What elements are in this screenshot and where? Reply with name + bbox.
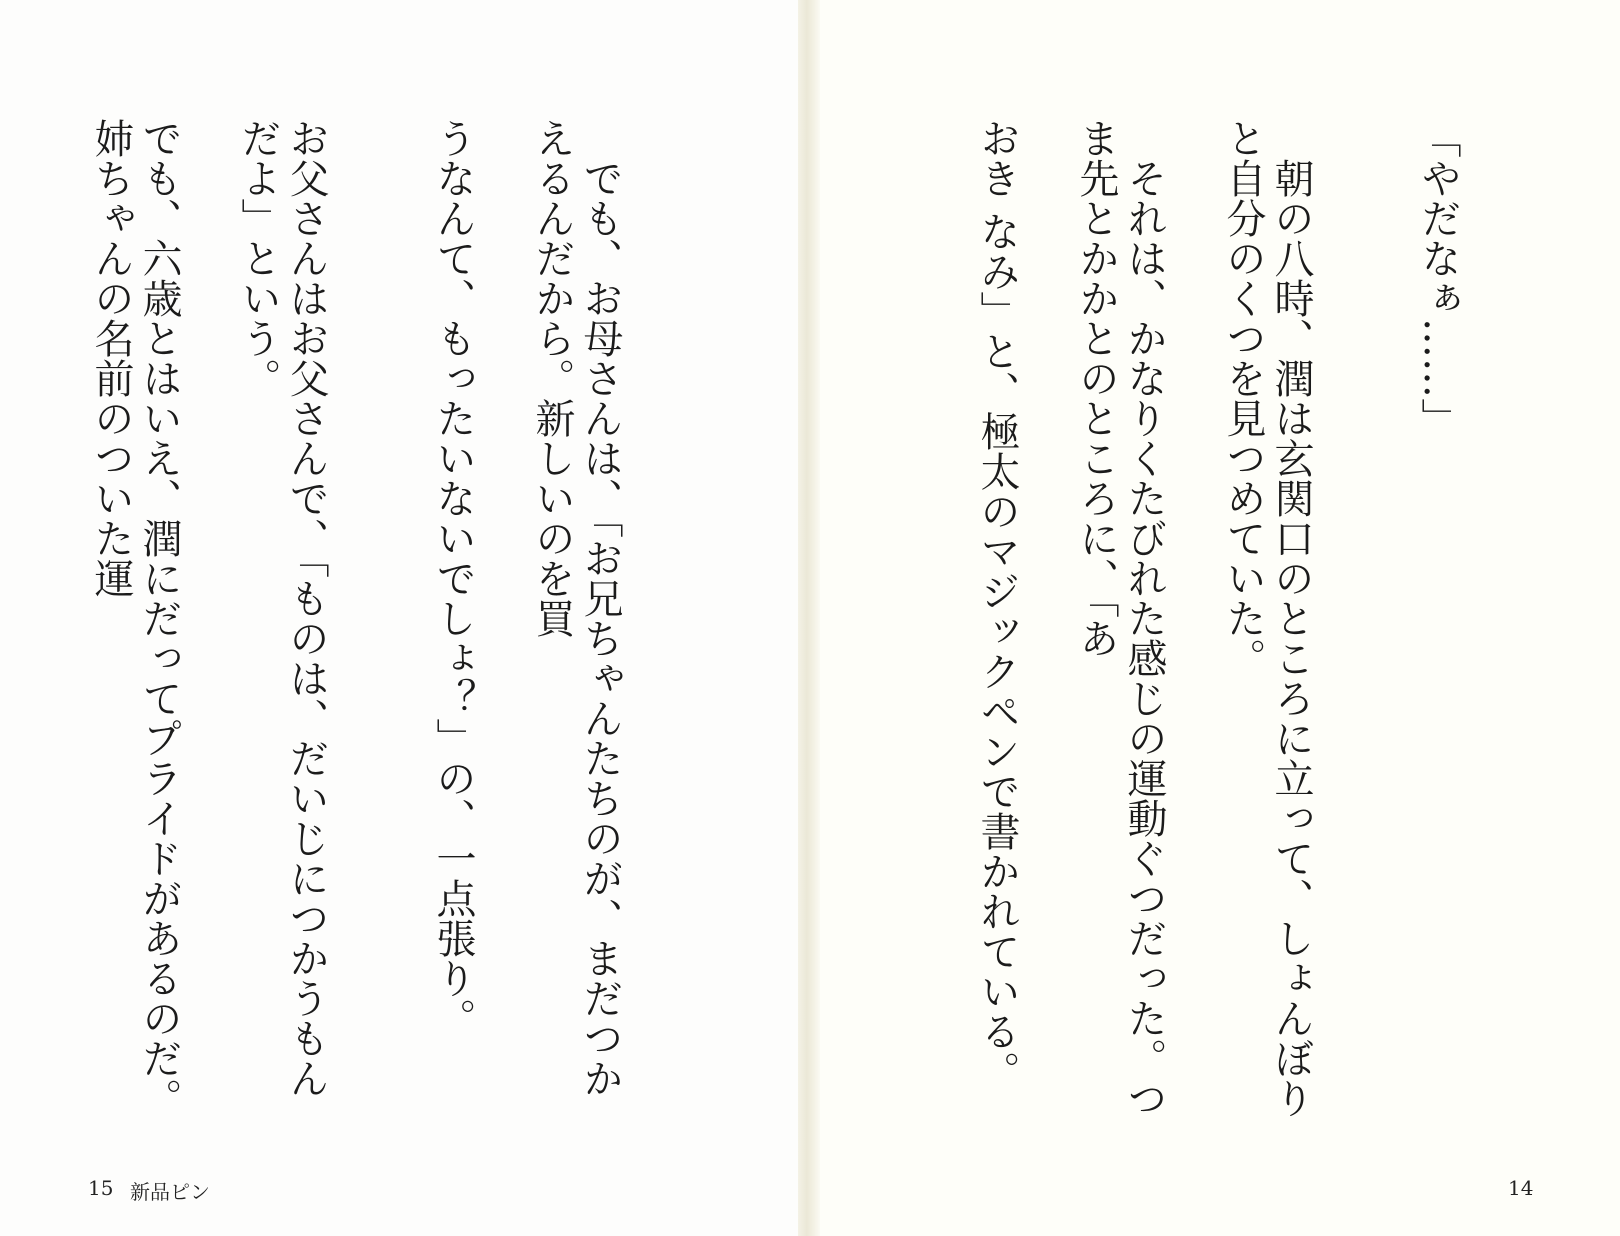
text-line: でも、六歳とはいえ、潤にだってプライドがあるのだ。姉ちゃんの名前のついた運	[88, 118, 182, 1118]
text-line: でも、お母さんは、「お兄ちゃんたちのが、まだつかえるんだから。新しいのを買	[529, 118, 623, 1098]
text-line: それは、かなりくたびれた感じの運動ぐつだった。つま先とかかとのところに、「あ	[1073, 118, 1167, 1118]
text-line: うなんて、もったいないでしょ？」の、一点張り。	[430, 118, 476, 1038]
page-number: 15	[88, 1176, 114, 1200]
page-number: 14	[1508, 1176, 1534, 1200]
text-line: お父さんはお父さんで、「ものは、だいじにつかうもんだよ」という。	[235, 118, 329, 1098]
left-page-text	[80, 118, 720, 1128]
text-line: おき なみ」と、極太のマジックペンで書かれている。	[974, 118, 1020, 1091]
right-page-text	[898, 118, 1558, 1128]
text-line: 朝の八時、潤は玄関口のところに立って、しょんぼりと自分のくつを見つめていた。	[1220, 118, 1314, 1118]
right-page	[808, 0, 1620, 1236]
book-gutter	[798, 0, 820, 1236]
text-line: 「やだなぁ……」	[1415, 118, 1461, 438]
left-page	[0, 0, 808, 1236]
running-title: 新品ピン	[130, 1180, 210, 1204]
